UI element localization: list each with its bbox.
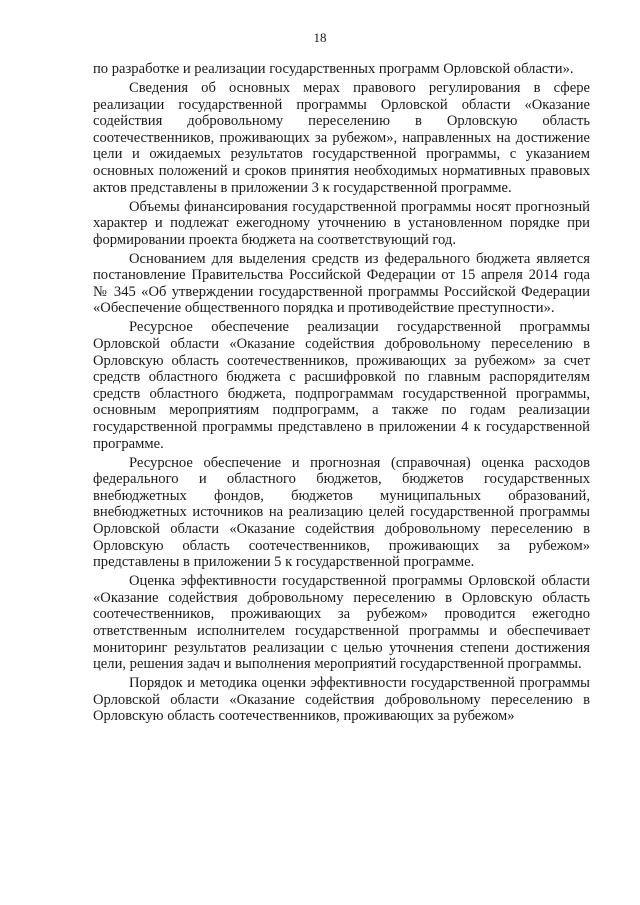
paragraph-federal-basis: Основанием для выделения средств из федерального бюджета является постановление Правительства Российской Федерации от 15 апреля 2014 года № 345 «Об утверждении государственной программы Российской Федерации «Обеспечение общественного порядка и противодействие преступности».	[93, 250, 590, 317]
paragraph-forecast-resources: Ресурсное обеспечение и прогнозная (справочная) оценка расходов федерального и областного бюджетов, бюджетов государственных внебюджетных фондов, бюджетов муниципальных образований, внебюджетных источников на реализацию целей государственной программы Орловской области «Оказание содействия добровольному переселению в Орловскую область соотечественников, проживающих за рубежом» представлены в приложении 5 к государственной программе.	[93, 454, 590, 571]
body-text	[93, 61, 590, 727]
paragraph-efficiency-assessment: Оценка эффективности государственной программы Орловской области «Оказание содействия добровольному переселению в Орловскую область соотечественников, проживающих за рубежом» проводится ежегодно ответственным исполнителем государственной программы и обеспечивает мониторинг результатов реализации с целью уточнения степени достижения цели, решения задач и выполнения мероприятий государственной программы.	[93, 573, 590, 673]
paragraph-legal-regulation: Сведения об основных мерах правового регулирования в сфере реализации государственной программы Орловской области «Оказание содействия добровольному переселению в Орловскую область соотечественников, проживающих за рубежом», направленных на достижение цели и ожидаемых результатов государственной программы, с указанием основных положений и сроков принятия необходимых нормативных правовых актов представлены в приложении 3 к государственной программе.	[93, 79, 590, 196]
paragraph-regional-resources: Ресурсное обеспечение реализации государственной программы Орловской области «Оказание содействия добровольному переселению в Орловскую область соотечественников, проживающих за рубежом» за счет средств областного бюджета с расшифровкой по главным распорядителям средств областного бюджета, подпрограммам государственной программы, основным мероприятиям подпрограмм, а также по годам реализации государственной программы представлено в приложении 4 к государственной программе.	[93, 319, 590, 452]
paragraph-assessment-method: Порядок и методика оценки эффективности государственной программы Орловской области «Оказание содействия добровольному переселению в Орловскую область соотечественников, проживающих за рубежом»	[93, 675, 590, 725]
page-number: 18	[313, 30, 327, 45]
paragraph-continuation: по разработке и реализации государственных программ Орловской области».	[93, 61, 574, 77]
paragraph-financing-volumes: Объемы финансирования государственной программы носят прогнозный характер и подлежат ежегодному уточнению в установленном порядке при формировании проекта бюджета на соответствующий год.	[93, 198, 590, 248]
